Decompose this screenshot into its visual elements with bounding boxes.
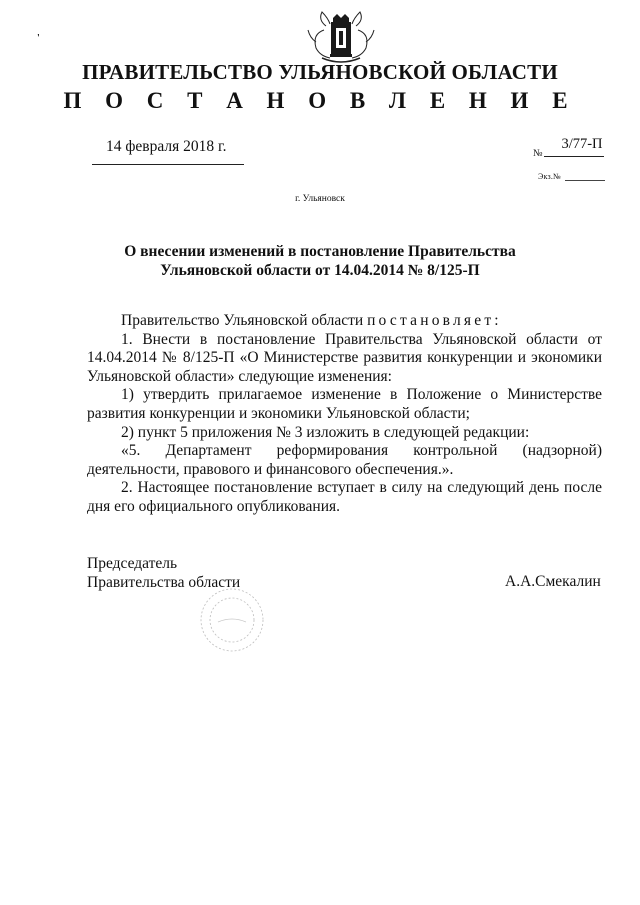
copy-number-underline <box>565 180 605 181</box>
document-number: 3/77-П <box>561 136 603 152</box>
number-underline <box>544 156 604 157</box>
intro-paragraph <box>87 312 602 331</box>
government-name: ПРАВИТЕЛЬСТВО УЛЬЯНОВСКОЙ ОБЛАСТИ <box>82 60 558 84</box>
date-underline <box>92 164 244 165</box>
margin-mark: ' <box>37 33 40 44</box>
document-title <box>80 242 560 280</box>
city-name: г. Ульяновск <box>295 194 345 204</box>
paragraph-1-2: 2) пункт 5 приложения № 3 изложить в следующей редакции: <box>121 423 530 441</box>
signatory-name: А.А.Смекалин <box>505 573 601 590</box>
title-line-2: Ульяновской области от 14.04.2014 № 8/125-П <box>160 262 480 279</box>
coat-of-arms-emblem <box>304 8 378 68</box>
document-date: 14 февраля 2018 г. <box>106 138 227 155</box>
intro-text: Правительство Ульяновской области <box>121 312 368 329</box>
paragraph-1-2-quote: «5. Департамент реформирования контрольной (надзорной) деятельности, правового и финансового обеспечения.». <box>87 442 602 478</box>
faint-stamp-icon <box>198 586 266 654</box>
paragraph-1: 1. Внести в постановление Правительства Ульяновской области от 14.04.2014 № 8/125-П «О Министерстве развития конкуренции и экономики Ульяновской области» следующие изменения: <box>87 330 602 385</box>
paragraph-2: 2. Настоящее постановление вступает в силу на следующий день после дня его официального опубликования. <box>87 479 602 515</box>
title-line-1: О внесении изменений в постановление Правительства <box>124 243 516 260</box>
paragraph-1-1: 1) утвердить прилагаемое изменение в Положение о Министерстве развития конкуренции и экономики Ульяновской области; <box>87 386 602 422</box>
position-line-2: Правительства области <box>87 573 241 591</box>
document-type: П О С Т А Н О В Л Е Н И Е <box>63 88 577 113</box>
copy-number-label: Экз.№ <box>538 172 561 181</box>
document-body <box>87 312 602 517</box>
intro-decree-word: постановляет: <box>367 312 502 329</box>
number-sign: № <box>533 148 543 159</box>
position-line-1: Председатель <box>87 555 178 572</box>
